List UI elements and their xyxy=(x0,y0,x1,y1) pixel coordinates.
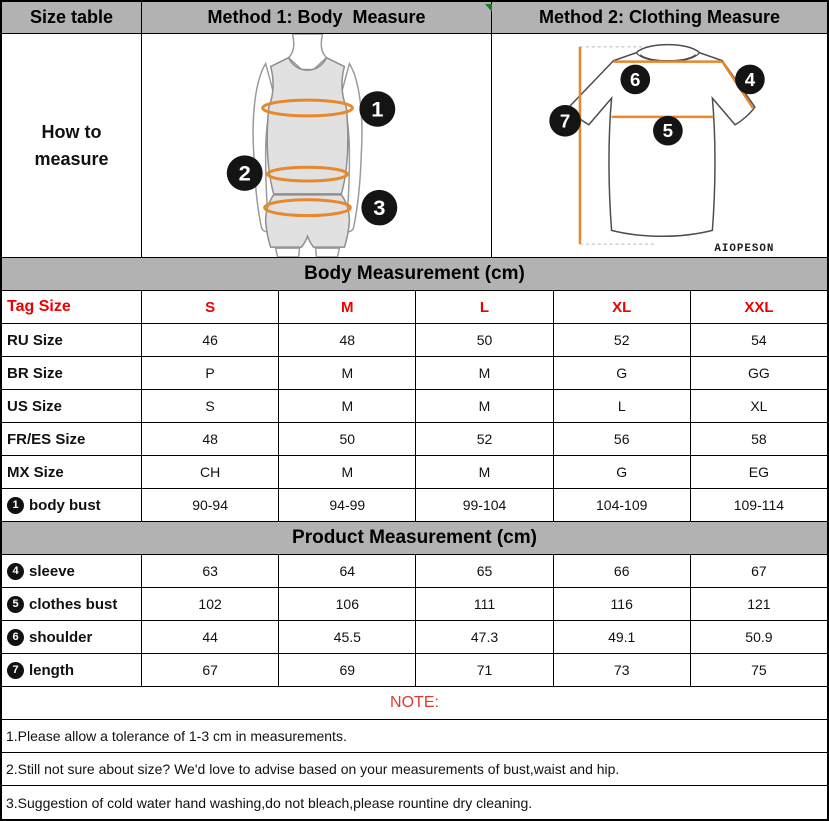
table-cell: XL xyxy=(750,398,768,414)
table-cell: M xyxy=(416,357,553,389)
table-cell: S xyxy=(142,291,279,323)
left-leg-shape xyxy=(276,248,300,257)
table-cell: 66 xyxy=(554,555,691,587)
table-row xyxy=(2,423,827,456)
table-cell: 47.3 xyxy=(416,621,553,653)
table-cell: 64 xyxy=(279,555,416,587)
table-cell: M xyxy=(416,390,553,422)
table-cell: 111 xyxy=(416,588,553,620)
row-marker: 6 xyxy=(7,629,24,646)
note-row: 3.Suggestion of cold water hand washing,do not bleach,please rountine dry cleaning. xyxy=(6,794,533,811)
table-cell: P xyxy=(142,357,279,389)
table-cell: M xyxy=(279,291,416,323)
table-row xyxy=(2,489,827,522)
table-cell: 50 xyxy=(416,324,553,356)
table-cell: G xyxy=(554,357,691,389)
row-label: shoulder xyxy=(29,628,93,646)
table-cell: 121 xyxy=(747,596,771,612)
table-cell: 45.5 xyxy=(279,621,416,653)
table-cell: 99-104 xyxy=(416,489,553,521)
table-cell: 50.9 xyxy=(745,629,773,645)
table-row xyxy=(2,456,827,489)
table-cell: M xyxy=(416,456,553,488)
table-cell: 46 xyxy=(142,324,279,356)
body-silhouette-illustration xyxy=(142,34,491,257)
marker-1-number: 1 xyxy=(371,96,384,122)
notes-section xyxy=(2,720,827,819)
method2-header: Method 2: Clothing Measure xyxy=(538,7,780,27)
table-cell: EG xyxy=(748,464,770,480)
cell-corner-marker xyxy=(485,4,492,12)
brand-text: AIOPESON xyxy=(714,243,775,256)
row-label: body bust xyxy=(29,496,101,514)
table-cell: 56 xyxy=(554,423,691,455)
marker-6-number: 6 xyxy=(630,68,641,90)
table-cell: 44 xyxy=(142,621,279,653)
table-cell: L xyxy=(416,291,553,323)
table-cell: 52 xyxy=(554,324,691,356)
note-row: 2.Still not sure about size? We'd love to advise based on your measurements of bust,waist and hip. xyxy=(2,753,827,786)
row-label-cell xyxy=(2,489,142,521)
tank-top-shape xyxy=(267,58,348,194)
how-to-measure-row xyxy=(2,34,827,258)
row-label: US Size xyxy=(7,397,63,415)
table-cell: M xyxy=(279,390,416,422)
table-cell: 73 xyxy=(554,654,691,686)
table-cell: 50 xyxy=(279,423,416,455)
table-cell: 67 xyxy=(751,563,767,579)
row-label-cell xyxy=(2,291,142,323)
table-cell: 54 xyxy=(751,332,767,348)
note-row: 1.Please allow a tolerance of 1-3 cm in measurements. xyxy=(2,720,827,753)
table-row xyxy=(2,357,827,390)
table-cell: 63 xyxy=(142,555,279,587)
table-cell: GG xyxy=(748,365,770,381)
row-label-cell xyxy=(2,357,142,389)
size-table-header: Size table xyxy=(2,2,142,33)
row-label-cell xyxy=(2,456,142,488)
tshirt-illustration xyxy=(492,34,827,257)
neck-shape xyxy=(289,34,327,70)
marker-5-number: 5 xyxy=(662,120,674,142)
table-cell: 65 xyxy=(416,555,553,587)
marker-4-number: 4 xyxy=(744,68,756,90)
table-cell: XL xyxy=(554,291,691,323)
body-measure-figure xyxy=(142,34,492,257)
table-cell: 48 xyxy=(279,324,416,356)
table-row xyxy=(2,588,827,621)
table-cell: XXL xyxy=(744,298,774,316)
row-label: FR/ES Size xyxy=(7,430,86,448)
row-label-cell xyxy=(2,423,142,455)
marker-3-number: 3 xyxy=(373,195,386,221)
tag-size-row xyxy=(2,291,827,324)
row-label-cell xyxy=(2,390,142,422)
table-cell: 106 xyxy=(279,588,416,620)
table-cell: M xyxy=(279,456,416,488)
row-label: length xyxy=(29,661,74,679)
table-cell: 116 xyxy=(554,588,691,620)
row-label-cell xyxy=(2,654,142,686)
table-cell: 52 xyxy=(416,423,553,455)
row-label: clothes bust xyxy=(29,595,118,613)
body-measurement-table xyxy=(2,291,827,522)
row-marker: 7 xyxy=(7,662,24,679)
method1-header: Method 1: Body Measure xyxy=(142,2,492,33)
row-marker: 4 xyxy=(7,563,24,580)
row-label: Tag Size xyxy=(7,298,71,315)
table-cell: 48 xyxy=(142,423,279,455)
table-cell: 58 xyxy=(751,431,767,447)
table-cell: 71 xyxy=(416,654,553,686)
table-cell: CH xyxy=(142,456,279,488)
table-row xyxy=(2,654,827,687)
table-cell: 67 xyxy=(142,654,279,686)
table-cell: 94-99 xyxy=(279,489,416,521)
clothing-measure-figure xyxy=(492,34,827,257)
body-measurement-header: Body Measurement (cm) xyxy=(2,258,827,291)
row-label: RU Size xyxy=(7,331,63,349)
table-row xyxy=(2,324,827,357)
table-cell: G xyxy=(554,456,691,488)
row-label: BR Size xyxy=(7,364,63,382)
table-cell: L xyxy=(554,390,691,422)
row-label-cell xyxy=(2,588,142,620)
product-measurement-header: Product Measurement (cm) xyxy=(2,522,827,555)
row-marker: 5 xyxy=(7,596,24,613)
product-measurement-table xyxy=(2,555,827,687)
table-cell: M xyxy=(279,357,416,389)
table-cell: 69 xyxy=(279,654,416,686)
table-cell: 104-109 xyxy=(554,489,691,521)
top-header-row xyxy=(2,2,827,34)
table-cell: S xyxy=(142,390,279,422)
table-cell: 49.1 xyxy=(554,621,691,653)
table-row xyxy=(2,390,827,423)
table-cell: 90-94 xyxy=(142,489,279,521)
row-label-cell xyxy=(2,555,142,587)
table-row xyxy=(2,555,827,588)
marker-2-number: 2 xyxy=(238,160,251,186)
row-label-cell xyxy=(2,324,142,356)
table-cell: 102 xyxy=(142,588,279,620)
table-row xyxy=(2,621,827,654)
row-label: MX Size xyxy=(7,463,64,481)
row-marker: 1 xyxy=(7,497,24,514)
marker-7-number: 7 xyxy=(559,110,571,132)
row-label-cell xyxy=(2,621,142,653)
how-to-measure-label: How to measure xyxy=(2,34,142,257)
note-title: NOTE: xyxy=(2,687,827,720)
table-cell: 75 xyxy=(751,662,767,678)
right-leg-shape xyxy=(316,248,340,257)
row-label: sleeve xyxy=(29,562,75,580)
table-cell: 109-114 xyxy=(733,497,785,513)
